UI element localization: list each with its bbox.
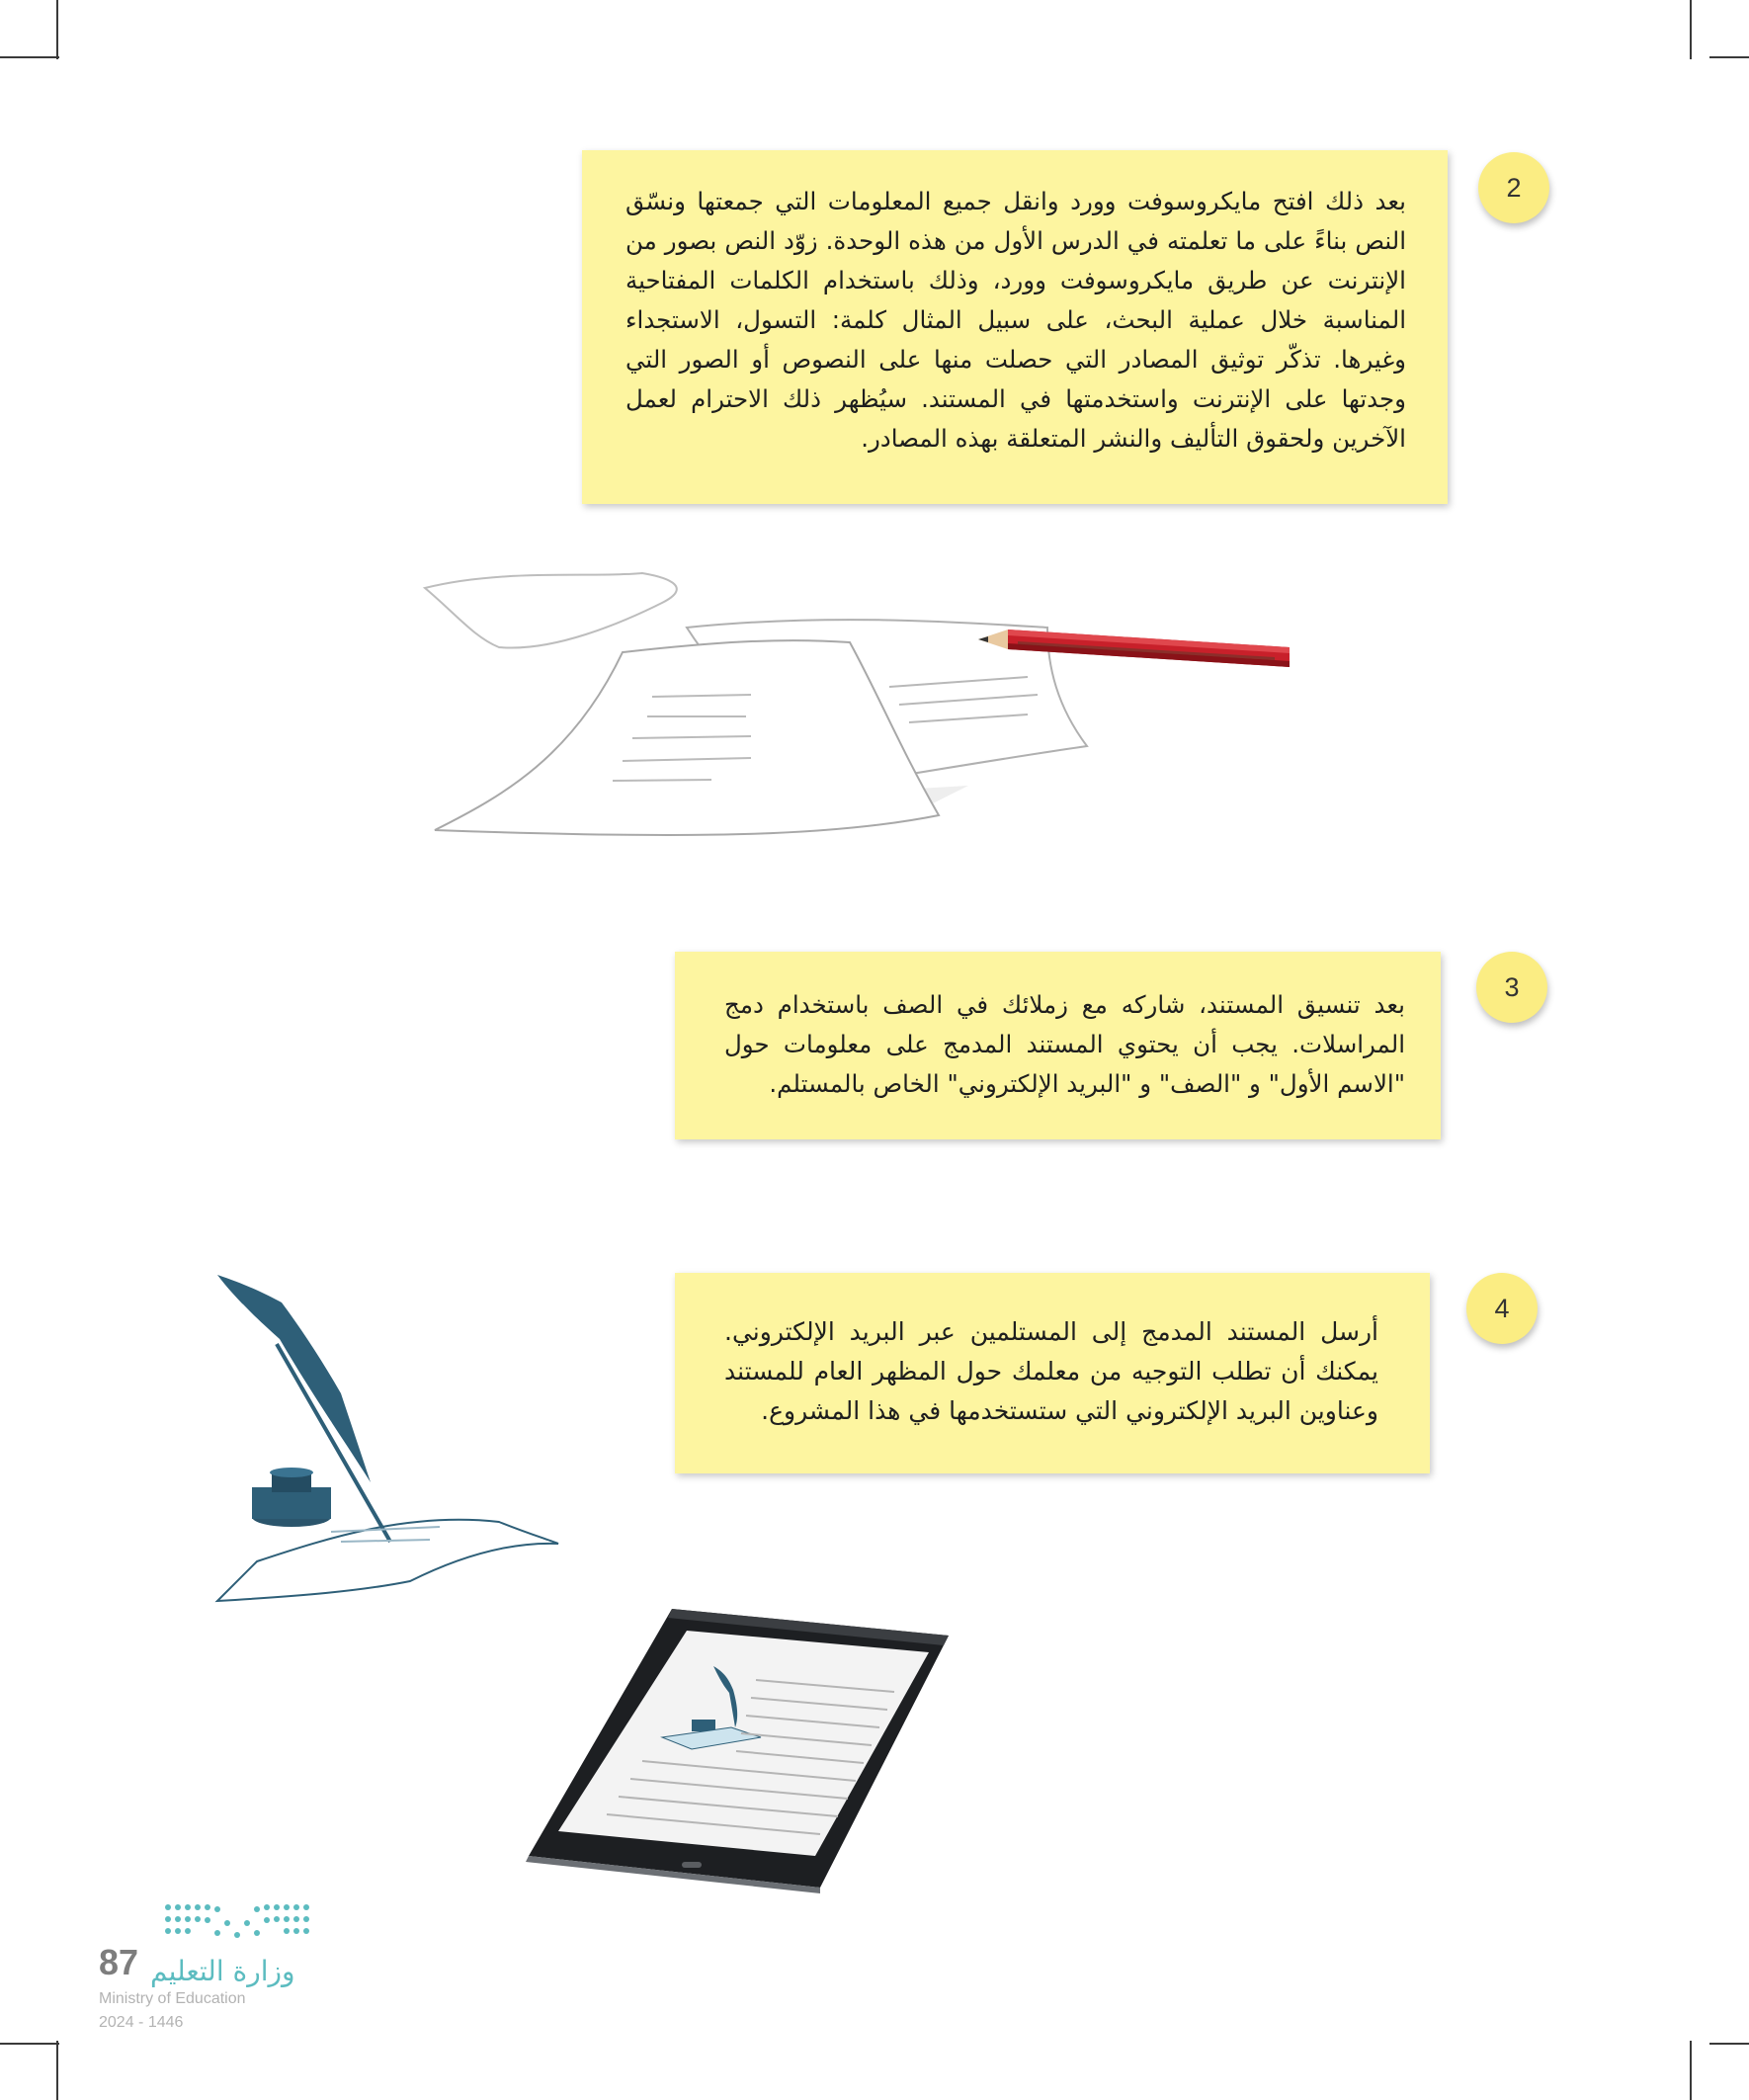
step-text: بعد ذلك افتح مايكروسوفت وورد وانقل جميع المعلومات التي جمعتها ونسّق النص بناءً على ما تعلمته في الدرس الأول من هذه الوحدة. زوّد النص بصور من الإنترنت عن طريق مايكروسوفت وورد، وذلك باستخدام الكلمات المفتاحية المناسبة خلال عملية البحث، على سبيل المثال كلمة: التسول، الاستجداء وغيرها. تذكّر توثيق المصادر التي حصلت منها على النصوص أو الصور التي وجدتها على الإنترنت واستخدمتها في المستند. سيُظهر ذلك الاحترام لعمل الآخرين ولحقوق التأليف والنشر المتعلقة بهذه المصادر.	[625, 187, 1406, 453]
step-number-badge	[1476, 952, 1547, 1023]
crop-mark	[1690, 2041, 1692, 2100]
ministry-arabic-name: وزارة التعليم	[150, 1955, 295, 1987]
step-note	[675, 952, 1441, 1139]
step-number-badge	[1478, 152, 1549, 223]
step-number: 3	[1504, 971, 1520, 1002]
page-number: 87	[99, 1942, 139, 1982]
tablet-illustration	[524, 1601, 958, 1897]
step-number: 2	[1506, 172, 1522, 203]
step-note	[675, 1273, 1430, 1473]
ministry-english-name: Ministry of Education	[99, 1990, 246, 2007]
step-text: بعد تنسيق المستند، شاركه مع زملائك في الصف باستخدام دمج المراسلات. يجب أن يحتوي المستند المدمج على معلومات حول "الاسم الأول" و "الصف" و "البريد الإلكتروني" الخاص بالمستلم.	[724, 990, 1405, 1098]
ministry-logo	[158, 1899, 326, 1941]
crop-mark	[56, 0, 58, 59]
crop-mark	[1709, 56, 1749, 58]
step-text: أرسل المستند المدمج إلى المستلمين عبر البريد الإلكتروني. يمكنك أن تطلب التوجيه من معلمك حول المظهر العام للمستند وعناوين البريد الإلكتروني التي ستستخدمها في هذا المشروع.	[724, 1317, 1378, 1425]
crop-mark	[0, 56, 59, 58]
papers-pencil-illustration	[415, 568, 1324, 865]
step-note	[582, 150, 1448, 504]
quill-inkwell-illustration	[212, 1275, 568, 1611]
crop-mark	[56, 2041, 58, 2100]
step-number: 4	[1494, 1293, 1510, 1323]
crop-mark	[1690, 0, 1692, 59]
crop-mark	[0, 2043, 59, 2045]
step-number-badge	[1466, 1273, 1538, 1344]
crop-mark	[1709, 2043, 1749, 2045]
edition-year: 2024 - 1446	[99, 2014, 184, 2031]
